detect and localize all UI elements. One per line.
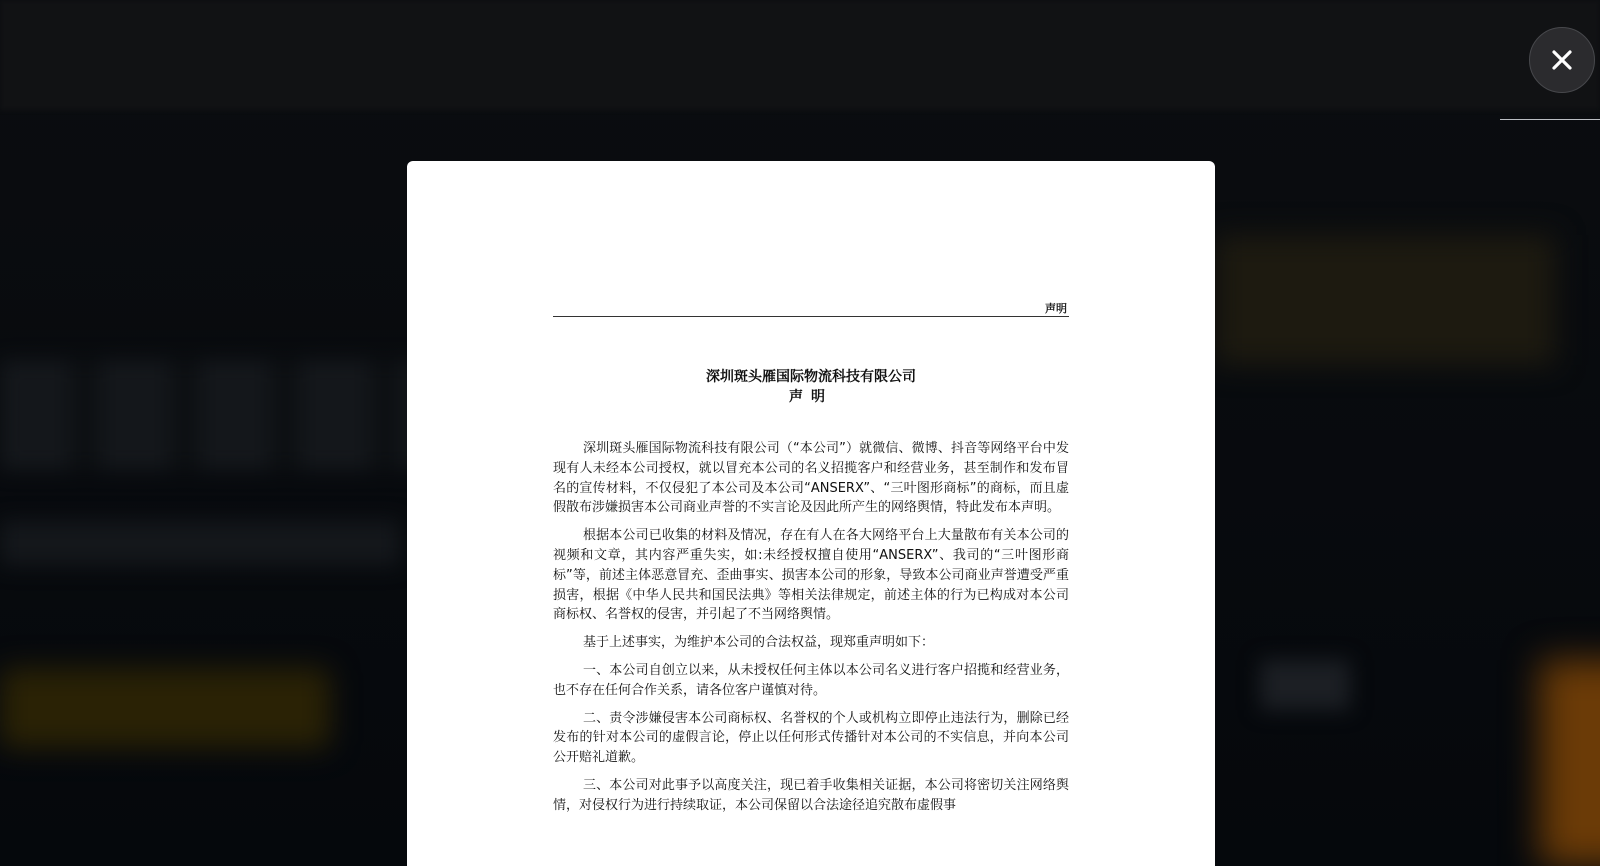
background-headline xyxy=(0,360,420,470)
close-button-underline xyxy=(1500,119,1600,120)
background-hero-image xyxy=(1215,235,1555,365)
close-icon xyxy=(1551,49,1573,71)
document-paragraph: 一、本公司自创立以来，从未授权任何主体以本公司名义进行客户招揽和经营业务，也不存在任何合作关系，请各位客户谨慎对待。 xyxy=(553,662,1069,698)
document-viewer[interactable] xyxy=(407,161,1215,866)
document-paragraph: 根据本公司已收集的材料及情况，存在有人在各大网络平台上大量散布有关本公司的视频和文章，其内容严重失实，如:未经授权擅自使用“ANSERX”、我司的“三叶图形商标”等，前述主体恶意冒充、歪曲事实、损害本公司的形象，导致本公司商业声誉遭受严重损害，根据《中华人民共和国民法典》等相关法律规定，前述主体的行为已构成对本公司商标权、名誉权的侵害，并引起了不当网络舆情。 xyxy=(553,528,1069,623)
document-title: 深圳斑头雁国际物流科技有限公司 xyxy=(706,369,916,385)
close-button[interactable] xyxy=(1529,27,1595,93)
document-subtitle: 声明 xyxy=(789,389,833,405)
background-subheadline xyxy=(0,520,400,566)
document-paragraph: 深圳斑头雁国际物流科技有限公司（“本公司”）就微信、微博、抖音等网络平台中发现有人未经本公司授权，就以冒充本公司的名义招揽客户和经营业务，甚至制作和发布冒名的宣传材料，不仅侵犯了本公司及本公司“ANSERX”、“三叶图形商标”的商标，而且虚假散布涉嫌损害本公司商业声誉的不实言论及因此所产生的网络舆情，特此发布本声明。 xyxy=(553,441,1069,516)
background-card xyxy=(1260,660,1350,710)
document-page xyxy=(553,300,1069,816)
background-cta-button xyxy=(0,668,330,748)
document-header-label: 声明 xyxy=(1045,302,1067,315)
background-accent xyxy=(1540,660,1600,866)
document-paragraph: 基于上述事实，为维护本公司的合法权益，现郑重声明如下： xyxy=(583,635,935,651)
document-header xyxy=(553,300,1069,317)
background-navbar xyxy=(0,0,1600,110)
document-paragraph: 二、责令涉嫌侵害本公司商标权、名誉权的个人或机构立即停止违法行为，删除已经发布的针对本公司的虚假言论，停止以任何形式传播针对本公司的不实信息，并向本公司公开赔礼道歉。 xyxy=(553,710,1069,766)
document-paragraph: 三、本公司对此事予以高度关注，现已着手收集相关证据，本公司将密切关注网络舆情，对侵权行为进行持续取证，本公司保留以合法途径追究散布虚假事 xyxy=(553,777,1069,813)
